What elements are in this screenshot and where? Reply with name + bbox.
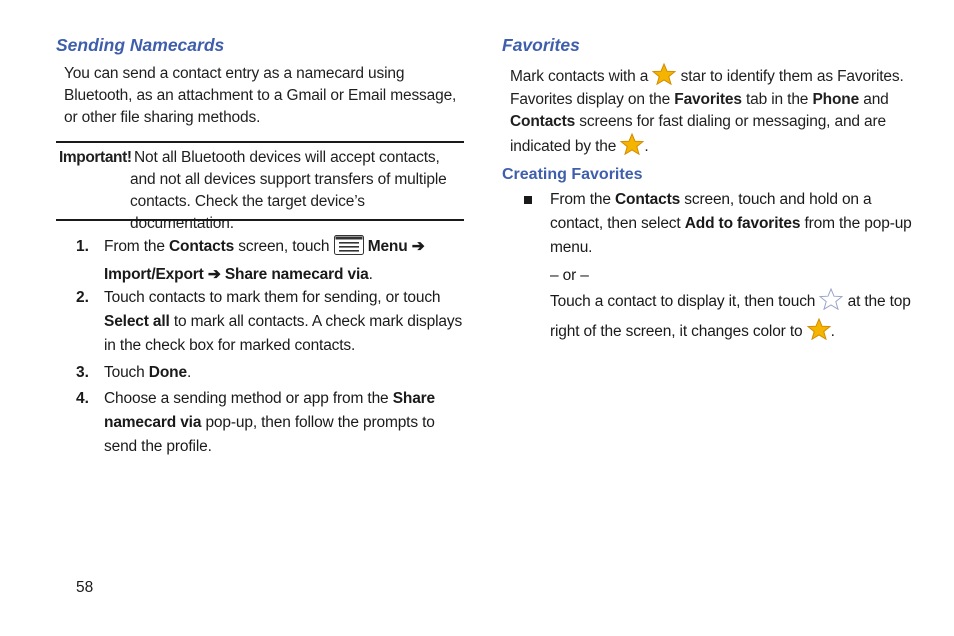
alternate-instruction <box>550 288 912 348</box>
arrow-separator: ➔ <box>407 238 425 255</box>
step-text-part: screen, touch <box>234 238 334 255</box>
step-number: 3. <box>76 364 89 381</box>
bullet-square-icon <box>524 196 532 204</box>
bullet-text <box>550 188 912 260</box>
star-filled-icon <box>652 63 676 92</box>
step-text-part: Touch contacts to mark them for sending, or touch <box>104 289 441 306</box>
contacts-term: Contacts <box>510 113 576 130</box>
select-all-term: Select all <box>104 313 170 330</box>
step-text-part: to mark all contacts. A check mark displays in the check box for marked contacts. <box>104 313 463 354</box>
subheading-creating-favorites: Creating Favorites <box>502 166 643 183</box>
text-part: Touch a contact to display it, then touch <box>550 293 820 310</box>
text-part: Mark contacts with a <box>510 68 653 85</box>
done-term: Done <box>148 364 187 381</box>
star-filled-icon <box>620 133 644 162</box>
arrow-separator: ➔ <box>203 266 225 283</box>
text-part: screens for fast dialing or messaging, and are indicated by the <box>510 113 886 155</box>
menu-term: Menu <box>367 238 408 255</box>
text-part: From the <box>550 191 615 208</box>
important-label: Important! <box>59 149 132 166</box>
step-number: 1. <box>76 238 89 255</box>
step-text-part: pop-up, then follow the prompts to send the profile. <box>104 414 435 455</box>
add-to-favorites-term: Add to favorites <box>684 215 801 232</box>
step-text-part: Choose a sending method or app from the <box>104 390 393 407</box>
star-filled-icon <box>807 318 831 348</box>
share-namecard-term: Share namecard via <box>224 266 369 283</box>
text-part: and <box>859 91 889 108</box>
step-text <box>104 286 464 358</box>
text-part: at the top right of the screen, it changes color to <box>550 293 911 340</box>
contacts-term: Contacts <box>614 191 681 208</box>
text-part: . <box>644 138 649 155</box>
page-number: 58 <box>76 579 94 596</box>
step-text-part: Touch <box>104 364 149 381</box>
phone-term: Phone <box>812 91 860 108</box>
step-text-part: . <box>186 364 192 381</box>
share-namecard-term: Share namecard via <box>104 390 436 431</box>
text-part: from the pop-up menu. <box>550 215 912 256</box>
menu-icon <box>334 235 364 263</box>
import-export-term: Import/Export <box>104 266 204 283</box>
text-part: tab in the <box>741 91 813 108</box>
or-separator: – or – <box>550 267 589 284</box>
important-top-rule <box>56 141 464 143</box>
step-text-part: . <box>368 266 373 283</box>
step-text-part: From the <box>104 238 169 255</box>
text-part: Favorites display on the <box>510 91 675 108</box>
text-part: . <box>830 323 835 340</box>
contacts-term: Contacts <box>168 238 235 255</box>
section-heading-favorites: Favorites <box>502 35 580 55</box>
step-number: 2. <box>76 289 89 306</box>
step-text <box>104 387 464 459</box>
step-number: 4. <box>76 390 89 407</box>
step-text <box>104 235 464 287</box>
step-text <box>104 361 464 385</box>
intro-paragraph: You can send a contact entry as a namecard using Bluetooth, as an attachment to a Gmail or Email message, or other file sharing methods. <box>64 65 457 126</box>
favorites-paragraph-2 <box>510 89 912 162</box>
star-outline-icon <box>819 288 843 318</box>
text-part: screen, touch and hold on a contact, then select <box>550 191 872 232</box>
important-bottom-rule <box>56 219 464 221</box>
important-text: Not all Bluetooth devices will accept contacts, and not all devices support transfers of multiple contacts. Check the target device’s documentation. <box>130 149 447 232</box>
favorites-term: Favorites <box>674 91 742 108</box>
favorites-paragraph-1 <box>510 63 912 92</box>
section-heading-sending-namecards: Sending Namecards <box>56 35 225 55</box>
text-part: star to identify them as Favorites. <box>676 68 904 85</box>
